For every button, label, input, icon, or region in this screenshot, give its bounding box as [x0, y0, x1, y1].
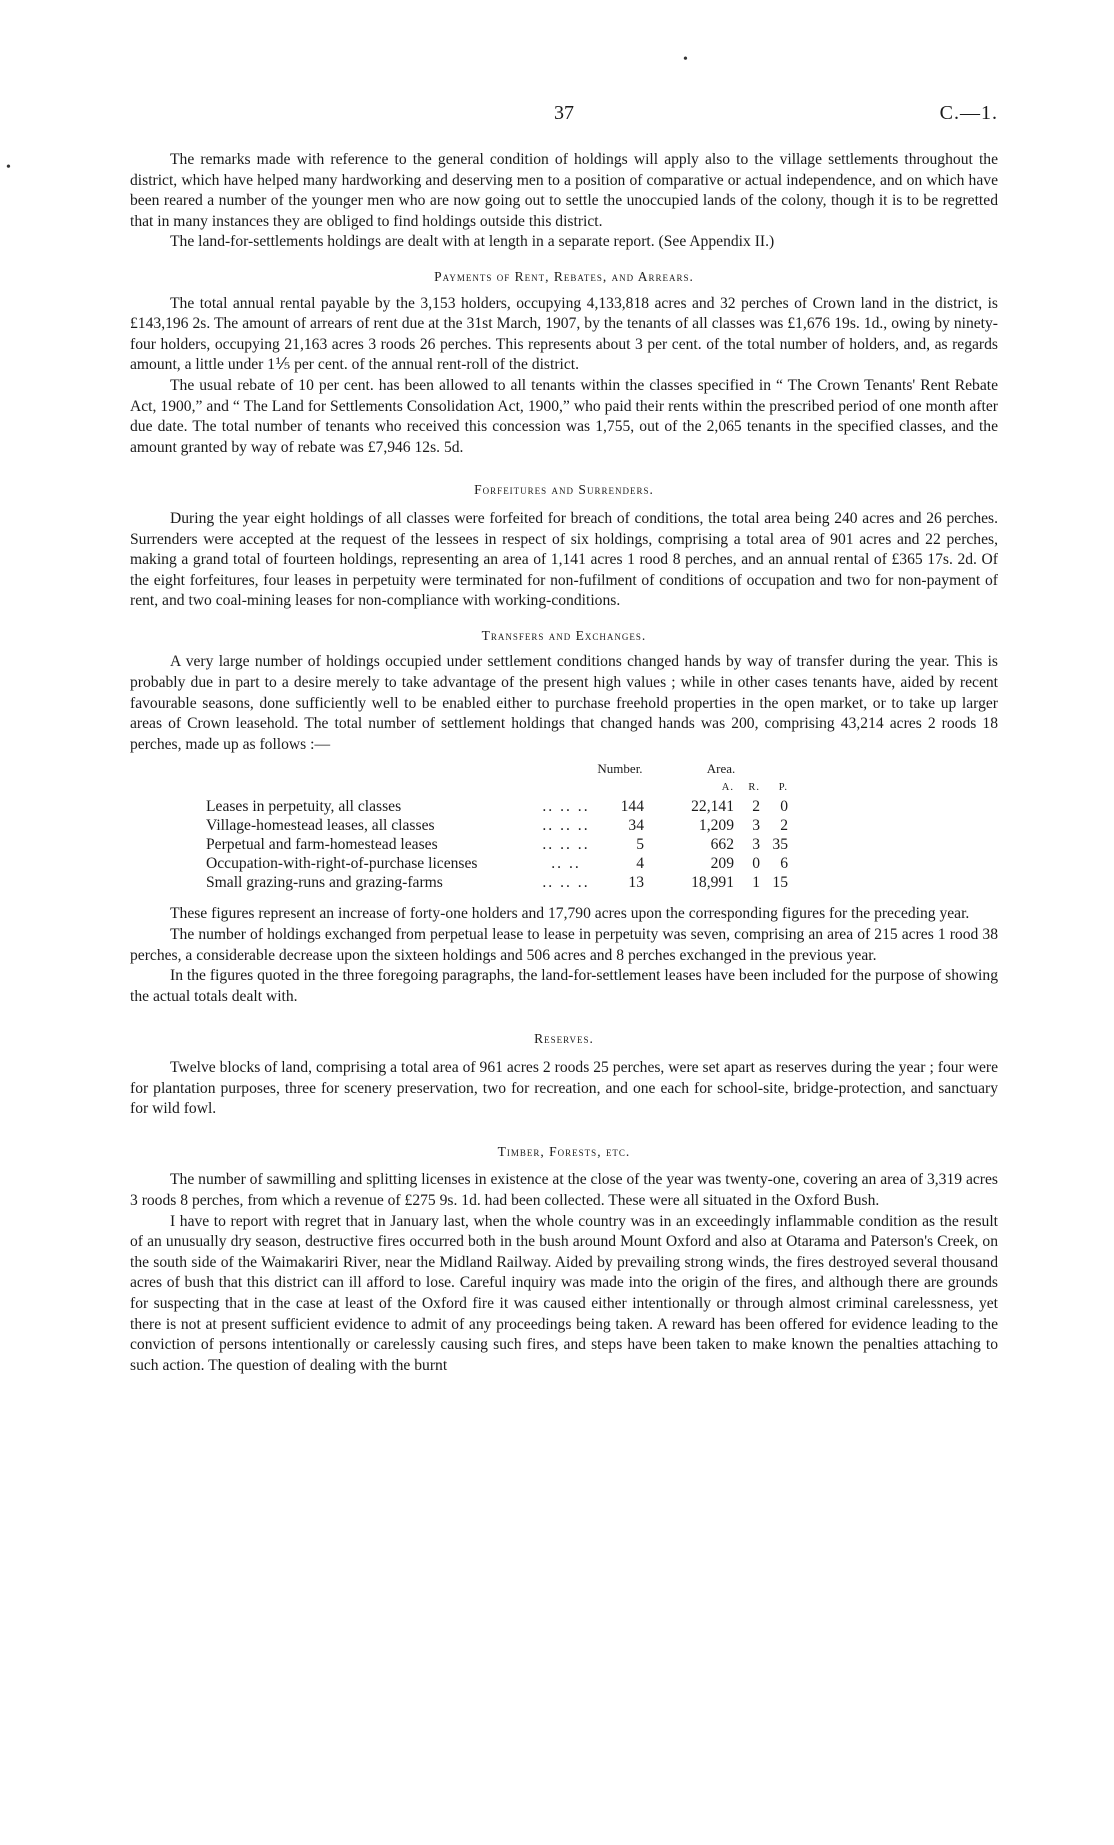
row-label: Leases in perpetuity, all classes [206, 798, 402, 816]
row-label: Village-homestead leases, all classes [206, 817, 435, 835]
row-perches: 6 [780, 855, 788, 873]
row-acres: 18,991 [691, 874, 734, 892]
row-roods: 2 [752, 798, 760, 816]
page-header [130, 102, 998, 130]
column-subheader-roods: R. [748, 782, 760, 794]
stray-mark: • [6, 160, 11, 175]
row-number: 13 [628, 874, 644, 892]
column-subheader-acres: A. [721, 782, 734, 794]
leader-dots: .. .. .. [542, 874, 590, 892]
row-roods: 0 [752, 855, 760, 873]
row-number: 34 [628, 817, 644, 835]
row-label: Small grazing-runs and grazing-farms [206, 874, 443, 892]
table-row [206, 816, 788, 835]
column-header-number: Number. [597, 761, 643, 777]
section-heading-timber: Timber, Forests, etc. [497, 1143, 631, 1159]
row-number: 144 [620, 798, 644, 816]
page-number: 37 [554, 102, 574, 124]
paragraph: A very large number of holdings occupied under settlement conditions changed hands by way of transfer during the year. This is probably due in part to a desire merely to take advantage of the present high values ; while in other cases tenants have, aided by recent favourable seasons, done sufficiently well to be enabled either to purchase freehold properties in the open market, or to take up larger areas of Crown leasehold. The total number of settlement holdings that changed hands was 200, comprising 43,214 acres 2 roods 18 perches, made up as follows :— [130, 653, 998, 753]
row-perches: 2 [780, 817, 788, 835]
section-heading-forfeitures: Forfeitures and Surrenders. [474, 482, 654, 498]
paragraph: The land-for-settlements holdings are dealt with at length in a separate report. (See Appendix II.) [170, 233, 775, 251]
paragraph: The remarks made with reference to the general condition of holdings will apply also to the village settlements throughout the district, which have helped many hardworking and deserving men to a position of comparative or actual independence, and on which have been reared a number of the younger men who are now going out to settle the unoccupied lands of the colony, though it is to be regretted that in many instances they are obliged to find holdings outside this district. [130, 151, 998, 230]
paragraph: During the year eight holdings of all classes were forfeited for breach of conditions, the total area being 240 acres and 26 perches. Surrenders were accepted at the request of the lessees in respect of six holdings, comprising a total area of 901 acres and 22 perches, making a grand total of fourteen holdings, representing an area of 1,141 acres 1 rood 8 perches, and an annual rental of £365 17s. 2d. Of the eight forfeitures, four leases in perpetuity were terminated for non-fufilment of conditions of occupation and two for non-payment of rent, and two coal-mining leases for non-compliance with working-conditions. [130, 509, 998, 610]
column-subheader-perches: P. [778, 782, 788, 794]
row-perches: 15 [772, 874, 788, 892]
table-row [206, 835, 788, 854]
leader-dots: .. .. [551, 855, 581, 873]
paragraph: The number of sawmilling and splitting licenses in existence at the close of the year was twenty-one, covering an area of 3,319 acres 3 roods 8 perches, from which a revenue of £275 9s. 1d. had been collected. These were all situated in the Oxford Bush. [130, 1171, 998, 1209]
row-label: Perpetual and farm-homestead leases [206, 836, 438, 854]
paragraph: In the figures quoted in the three foregoing paragraphs, the land-for-settlement leases have been included for the purpose of showing the actual totals dealt with. [130, 967, 998, 1005]
row-roods: 1 [752, 874, 760, 892]
section-heading-transfers: Transfers and Exchanges. [481, 627, 647, 643]
row-roods: 3 [752, 836, 760, 854]
row-acres: 209 [710, 855, 734, 873]
row-acres: 22,141 [691, 798, 734, 816]
leader-dots: .. .. .. [542, 817, 590, 835]
paragraph: The number of holdings exchanged from perpetual lease to lease in perpetuity was seven, comprising an area of 215 acres 1 rood 38 perches, a considerable decrease upon the sixteen holdings and 506 acres and 8 perches exchanged in the previous year. [130, 926, 998, 964]
row-label: Occupation-with-right-of-purchase licenses [206, 855, 478, 873]
paragraph: The total annual rental payable by the 3,153 holders, occupying 4,133,818 acres and 32 perches of Crown land in the district, is £143,196 2s. The amount of arrears of rent due at the 31st March, 1907, by the tenants of all classes was £1,676 19s. 1d., owing by ninety-four holders, occupying 21,163 acres 3 roods 26 perches. This represents about 3 per cent. of the total number of holders, and, as regards amount, a little under 1⅕ per cent. of the annual rent-roll of the district. [130, 294, 998, 374]
table-row [206, 873, 788, 892]
leader-dots: .. .. .. [542, 798, 590, 816]
row-number: 5 [636, 836, 644, 854]
row-acres: 662 [710, 836, 734, 854]
stray-mark: • [683, 52, 688, 67]
leader-dots: .. .. .. [542, 836, 590, 854]
body-text [130, 150, 998, 1376]
row-perches: 0 [780, 798, 788, 816]
row-perches: 35 [772, 836, 788, 854]
section-heading-reserves: Reserves. [534, 1031, 594, 1047]
row-number: 4 [636, 855, 644, 873]
table-row [206, 797, 788, 816]
row-acres: 1,209 [698, 817, 734, 835]
paragraph: Twelve blocks of land, comprising a total area of 961 acres 2 roods 25 perches, were set apart as reserves during the year ; four were for plantation purposes, three for scenery preservation, two for recreation, and one each for school-site, bridge-protection, and sanctuary for wild fowl. [130, 1059, 998, 1118]
column-header-area: Area. [706, 761, 736, 777]
section-heading-payments: Payments of Rent, Rebates, and Arrears. [434, 268, 694, 284]
row-roods: 3 [752, 817, 760, 835]
paragraph: The usual rebate of 10 per cent. has been allowed to all tenants within the classes specified in “ The Crown Tenants' Rent Rebate Act, 1900,” and “ The Land for Settlements Consolidation Act, 1900,” who paid their rents within the prescribed period of one month after due date. The total number of tenants who received this concession was 1,755, out of the 2,065 tenants in the specified classes, and the amount granted by way of rebate was £7,946 12s. 5d. [130, 376, 998, 456]
paragraph: I have to report with regret that in January last, when the whole country was in an exceedingly inflammable condition as the result of an unusually dry season, destructive fires occurred both in the bush around Mount Oxford and also at Otarama and Paterson's Creek, on the south side of the Waimakariri River, near the Midland Railway. Aided by prevailing strong winds, the fires destroyed several thousand acres of bush that this district can ill afford to lose. Careful inquiry was made into the origin of the fires, and although there are grounds for suspecting that in the case at least of the Oxford fire it was caused either intentionally or through almost criminal carelessness, yet there is not at present sufficient evidence to admit of any proceedings being taken. A reward has been offered for evidence leading to the conviction of persons intentionally or carelessly causing such fires, and steps have been taken to make known the penalties attaching to such action. The question of dealing with the burnt [130, 1212, 998, 1374]
paragraph: These figures represent an increase of forty-one holders and 17,790 acres upon the corresponding figures for the preceding year. [170, 905, 970, 923]
document-reference: C.—1. [939, 102, 998, 124]
transfers-table [206, 759, 788, 892]
table-row [206, 854, 788, 873]
